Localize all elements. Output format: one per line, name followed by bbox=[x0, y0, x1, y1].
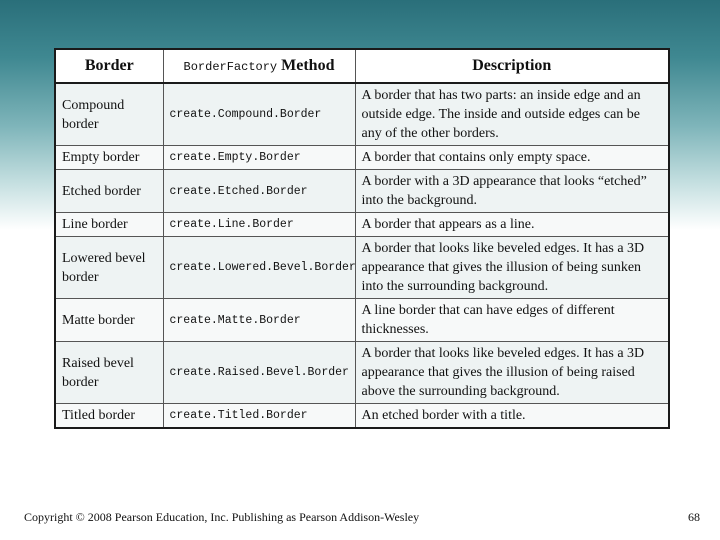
cell-method: create.Matte.Border bbox=[163, 299, 355, 342]
cell-method: create.Lowered.Bevel.Border bbox=[163, 237, 355, 299]
header-method bbox=[163, 49, 355, 83]
cell-description: An etched border with a title. bbox=[355, 404, 669, 429]
page-number: 68 bbox=[688, 510, 700, 524]
cell-description: A line border that can have edges of different thicknesses. bbox=[355, 299, 669, 342]
cell-method: create.Titled.Border bbox=[163, 404, 355, 429]
table-row bbox=[55, 213, 669, 237]
table-row bbox=[55, 299, 669, 342]
cell-description: A border with a 3D appearance that looks “etched” into the background. bbox=[355, 170, 669, 213]
cell-border: Etched border bbox=[55, 170, 163, 213]
copyright-footer: Copyright © 2008 Pearson Education, Inc. Publishing as Pearson Addison-Wesley bbox=[24, 510, 420, 524]
table-row bbox=[55, 237, 669, 299]
border-factory-table bbox=[54, 48, 670, 429]
cell-description: A border that looks like beveled edges. It has a 3D appearance that gives the illusion of being raised above the surrounding background. bbox=[355, 342, 669, 404]
header-method-code: BorderFactory bbox=[183, 60, 278, 74]
cell-border: Matte border bbox=[55, 299, 163, 342]
cell-method: create.Compound.Border bbox=[163, 83, 355, 146]
cell-border: Lowered bevel border bbox=[55, 237, 163, 299]
cell-method: create.Empty.Border bbox=[163, 146, 355, 170]
table-row bbox=[55, 83, 669, 146]
header-method-word: Method bbox=[281, 57, 335, 74]
cell-method: create.Etched.Border bbox=[163, 170, 355, 213]
table-row bbox=[55, 342, 669, 404]
cell-method: create.Raised.Bevel.Border bbox=[163, 342, 355, 404]
cell-description: A border that contains only empty space. bbox=[355, 146, 669, 170]
cell-description: A border that has two parts: an inside edge and an outside edge. The inside and outside edges can be any of the other borders. bbox=[355, 83, 669, 146]
cell-method: create.Line.Border bbox=[163, 213, 355, 237]
table-row bbox=[55, 146, 669, 170]
table-header-row bbox=[55, 49, 669, 83]
cell-border: Titled border bbox=[55, 404, 163, 429]
cell-border: Line border bbox=[55, 213, 163, 237]
table-row bbox=[55, 404, 669, 429]
cell-border: Raised bevel border bbox=[55, 342, 163, 404]
table-row bbox=[55, 170, 669, 213]
cell-description: A border that looks like beveled edges. It has a 3D appearance that gives the illusion of being sunken into the surrounding background. bbox=[355, 237, 669, 299]
cell-border: Empty border bbox=[55, 146, 163, 170]
header-description: Description bbox=[355, 49, 669, 83]
header-border: Border bbox=[55, 49, 163, 83]
cell-description: A border that appears as a line. bbox=[355, 213, 669, 237]
cell-border: Compound border bbox=[55, 83, 163, 146]
